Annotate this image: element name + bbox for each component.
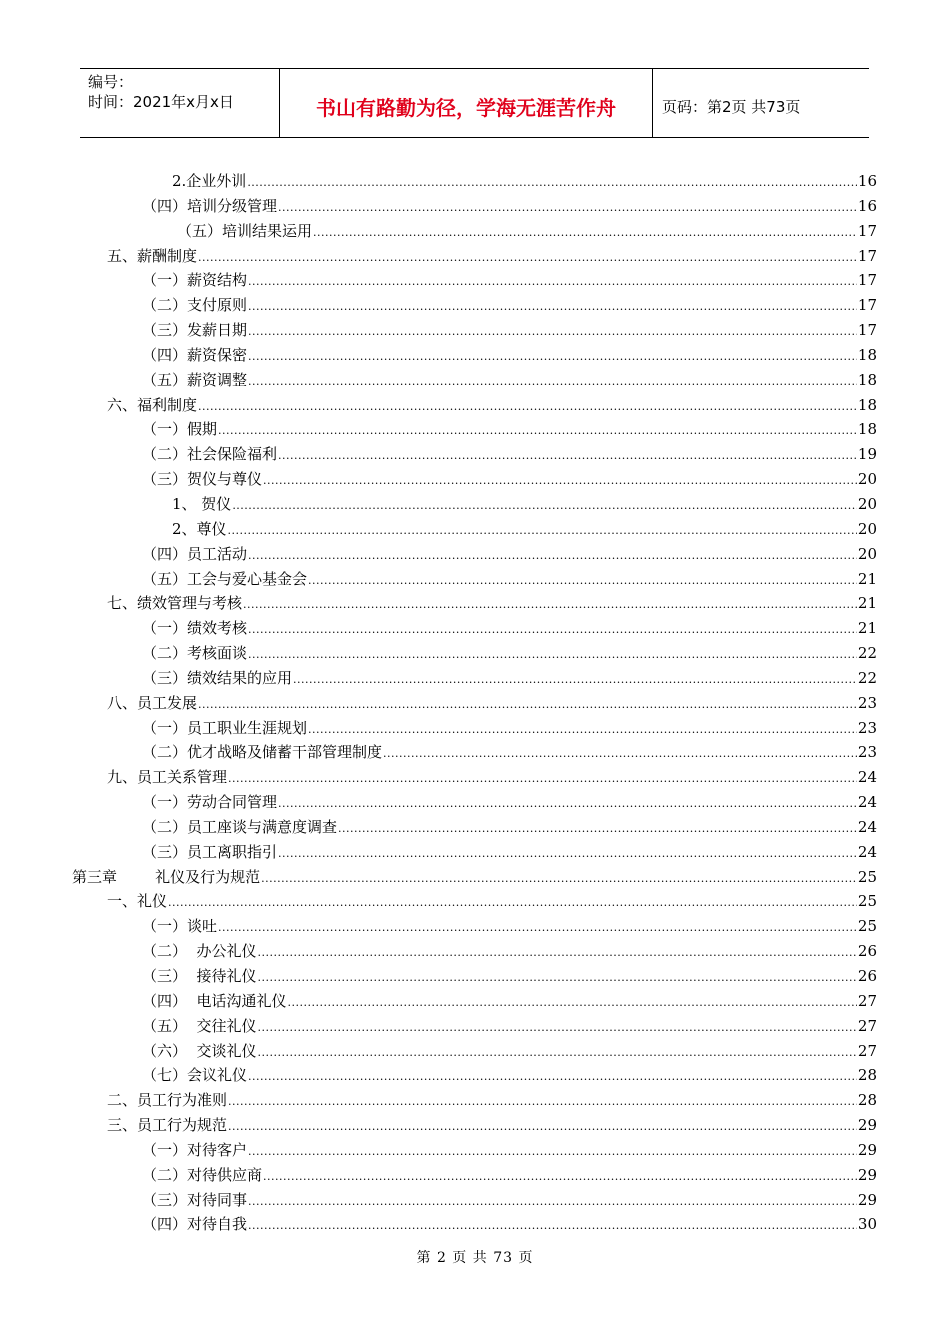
toc-entry[interactable] bbox=[72, 1064, 877, 1089]
page-header bbox=[80, 68, 869, 138]
toc-entry[interactable] bbox=[72, 1139, 877, 1164]
toc-dot-leader bbox=[168, 892, 857, 910]
toc-entry[interactable] bbox=[72, 642, 877, 667]
toc-entry[interactable] bbox=[72, 1089, 877, 1114]
toc-entry-page-number: 24 bbox=[857, 768, 877, 787]
toc-dot-leader bbox=[258, 967, 857, 985]
toc-entry[interactable] bbox=[72, 1213, 877, 1238]
toc-dot-leader bbox=[258, 1042, 857, 1060]
toc-entry-page-number: 21 bbox=[857, 594, 877, 613]
toc-entry-page-number: 24 bbox=[857, 842, 877, 861]
toc-entry[interactable] bbox=[72, 170, 877, 195]
toc-entry-label: 1、 贺仪 bbox=[172, 494, 232, 513]
toc-dot-leader bbox=[248, 271, 857, 289]
toc-entry-page-number: 20 bbox=[857, 519, 877, 538]
toc-entry[interactable] bbox=[72, 717, 877, 742]
toc-dot-leader bbox=[278, 445, 857, 463]
toc-entry-page-number: 20 bbox=[857, 470, 877, 489]
toc-entry[interactable] bbox=[72, 990, 877, 1015]
toc-entry-label: （三）贺仪与尊仪 bbox=[142, 470, 263, 489]
toc-dot-leader bbox=[232, 495, 857, 513]
toc-dot-leader bbox=[261, 868, 857, 886]
toc-entry-page-number: 21 bbox=[857, 619, 877, 638]
toc-dot-leader bbox=[258, 1017, 857, 1035]
toc-entry-page-number: 28 bbox=[857, 1091, 877, 1110]
toc-entry[interactable] bbox=[72, 468, 877, 493]
toc-dot-leader bbox=[218, 917, 857, 935]
toc-entry-page-number: 28 bbox=[857, 1066, 877, 1085]
toc-entry[interactable] bbox=[72, 1040, 877, 1065]
toc-entry[interactable] bbox=[72, 1114, 877, 1139]
toc-entry-label: （三） 接待礼仪 bbox=[142, 967, 257, 985]
toc-dot-leader bbox=[278, 843, 857, 861]
toc-entry-label: （三）员工离职指引 bbox=[142, 842, 278, 861]
toc-entry-page-number: 30 bbox=[857, 1215, 877, 1234]
toc-entry-page-number: 27 bbox=[857, 1016, 877, 1035]
toc-entry-page-number: 29 bbox=[857, 1165, 877, 1184]
toc-entry[interactable] bbox=[72, 592, 877, 617]
header-meta bbox=[80, 69, 280, 137]
toc-entry-page-number: 17 bbox=[857, 296, 877, 315]
toc-entry-label: 二、员工行为准则 bbox=[107, 1091, 228, 1110]
toc-entry-page-number: 29 bbox=[857, 1140, 877, 1159]
toc-dot-leader bbox=[293, 669, 857, 687]
toc-dot-leader bbox=[228, 1091, 857, 1109]
toc-entry[interactable] bbox=[72, 319, 877, 344]
toc-dot-leader bbox=[248, 1066, 857, 1084]
toc-entry-label: 第三章 礼仪及行为规范 bbox=[72, 867, 261, 886]
toc-entry-page-number: 24 bbox=[857, 817, 877, 836]
toc-entry-page-number: 20 bbox=[857, 544, 877, 563]
toc-entry[interactable] bbox=[72, 617, 877, 642]
toc-entry-page-number: 25 bbox=[857, 917, 877, 936]
toc-dot-leader bbox=[248, 644, 857, 662]
toc-entry-page-number: 17 bbox=[857, 221, 877, 240]
toc-entry-label: （一）员工职业生涯规划 bbox=[142, 718, 308, 737]
toc-entry-label: （五）薪资调整 bbox=[142, 370, 248, 389]
toc-entry-page-number: 27 bbox=[857, 991, 877, 1010]
toc-dot-leader bbox=[248, 371, 857, 389]
toc-entry-label: 九、员工关系管理 bbox=[107, 768, 228, 787]
toc-entry[interactable] bbox=[72, 1015, 877, 1040]
toc-dot-leader bbox=[248, 321, 857, 339]
toc-entry-page-number: 23 bbox=[857, 718, 877, 737]
toc-entry-page-number: 18 bbox=[857, 395, 877, 414]
toc-entry-page-number: 18 bbox=[857, 370, 877, 389]
toc-entry[interactable] bbox=[72, 965, 877, 990]
toc-dot-leader bbox=[308, 719, 857, 737]
toc-entry-label: （二）支付原则 bbox=[142, 296, 248, 315]
toc-entry[interactable] bbox=[72, 667, 877, 692]
toc-entry-page-number: 25 bbox=[857, 892, 877, 911]
toc-dot-leader bbox=[198, 247, 857, 265]
toc-entry-label: （七）会议礼仪 bbox=[142, 1066, 248, 1085]
toc-dot-leader bbox=[248, 545, 857, 563]
toc-dot-leader bbox=[248, 619, 857, 637]
toc-dot-leader bbox=[198, 396, 857, 414]
toc-dot-leader bbox=[338, 818, 857, 836]
toc-entry-label: （四）员工活动 bbox=[142, 544, 248, 563]
toc-entry[interactable] bbox=[72, 568, 877, 593]
time-line: 时间：2021年x月x日 bbox=[88, 93, 234, 111]
toc-dot-leader bbox=[248, 346, 857, 364]
toc-dot-leader bbox=[308, 570, 857, 588]
toc-entry[interactable] bbox=[72, 518, 877, 543]
toc-entry-page-number: 20 bbox=[857, 494, 877, 513]
code-label: 编号： bbox=[88, 73, 134, 91]
toc-entry[interactable] bbox=[72, 543, 877, 568]
toc-entry-label: 2、尊仪 bbox=[172, 519, 227, 538]
toc-entry[interactable] bbox=[72, 1189, 877, 1214]
toc-dot-leader bbox=[218, 420, 857, 438]
toc-entry[interactable] bbox=[72, 493, 877, 518]
toc-entry-label: （二）社会保险福利 bbox=[142, 445, 278, 464]
toc-entry[interactable] bbox=[72, 269, 877, 294]
toc-entry[interactable] bbox=[72, 220, 877, 245]
toc-entry-page-number: 29 bbox=[857, 1190, 877, 1209]
toc-entry-page-number: 18 bbox=[857, 420, 877, 439]
toc-entry-label: 五、薪酬制度 bbox=[107, 246, 198, 265]
toc-dot-leader bbox=[288, 992, 857, 1010]
toc-dot-leader bbox=[228, 520, 857, 538]
toc-dot-leader bbox=[383, 743, 857, 761]
toc-entry-label: （一）劳动合同管理 bbox=[142, 793, 278, 812]
toc-dot-leader bbox=[278, 793, 857, 811]
toc-entry[interactable] bbox=[72, 940, 877, 965]
toc-entry-page-number: 25 bbox=[857, 867, 877, 886]
toc-entry-label: 七、绩效管理与考核 bbox=[107, 594, 243, 613]
toc-entry-label: （四）对待自我 bbox=[142, 1215, 248, 1234]
toc-dot-leader bbox=[248, 296, 857, 314]
header-page-info: 页码：第2页 共73页 bbox=[662, 97, 801, 116]
header-motto: 书山有路勤为径，学海无涯苦作舟 bbox=[280, 69, 653, 137]
toc-dot-leader bbox=[247, 172, 857, 190]
toc-entry[interactable] bbox=[72, 866, 877, 891]
toc-entry-label: （三）发薪日期 bbox=[142, 321, 248, 340]
toc-entry-label: （五）培训结果运用 bbox=[177, 221, 313, 240]
toc-entry[interactable] bbox=[72, 344, 877, 369]
toc-dot-leader bbox=[248, 1191, 857, 1209]
toc-entry-page-number: 16 bbox=[857, 172, 877, 190]
toc-entry-label: 三、员工行为规范 bbox=[107, 1116, 228, 1135]
toc-dot-leader bbox=[248, 1141, 857, 1159]
toc-entry-label: （二）考核面谈 bbox=[142, 644, 248, 663]
toc-entry-label: 2.企业外训 bbox=[172, 172, 247, 190]
toc-entry[interactable] bbox=[72, 418, 877, 443]
toc-dot-leader bbox=[248, 1215, 857, 1233]
toc-dot-leader bbox=[243, 594, 857, 612]
toc-entry-page-number: 19 bbox=[857, 445, 877, 464]
toc-entry-page-number: 21 bbox=[857, 569, 877, 588]
toc-entry-label: 八、员工发展 bbox=[107, 693, 198, 712]
toc-entry-label: （四）培训分级管理 bbox=[142, 196, 278, 215]
page-footer: 第 2 页 共 73 页 bbox=[416, 1250, 534, 1266]
toc-entry-label: （三）对待同事 bbox=[142, 1190, 248, 1209]
toc-entry-label: 一、礼仪 bbox=[107, 892, 168, 911]
toc-entry-page-number: 17 bbox=[857, 321, 877, 340]
toc-entry-label: （四） 电话沟通礼仪 bbox=[142, 991, 287, 1010]
toc-entry-label: （六） 交谈礼仪 bbox=[142, 1041, 257, 1060]
toc-entry-label: 六、福利制度 bbox=[107, 395, 198, 414]
toc-entry-label: （二） 办公礼仪 bbox=[142, 942, 257, 961]
toc-dot-leader bbox=[198, 694, 857, 712]
toc-entry-label: （四）薪资保密 bbox=[142, 345, 248, 364]
toc-entry-page-number: 17 bbox=[857, 271, 877, 290]
toc-entry[interactable] bbox=[72, 443, 877, 468]
toc-entry[interactable] bbox=[72, 766, 877, 791]
toc-entry-label: （二）优才战略及储蓄干部管理制度 bbox=[142, 743, 383, 762]
toc-entry-page-number: 23 bbox=[857, 693, 877, 712]
toc-dot-leader bbox=[313, 222, 857, 240]
toc-dot-leader bbox=[228, 768, 857, 786]
toc-entry-label: （五） 交往礼仪 bbox=[142, 1016, 257, 1035]
toc-entry-page-number: 23 bbox=[857, 743, 877, 762]
toc-entry-label: （一）谈吐 bbox=[142, 917, 218, 936]
toc-entry-page-number: 24 bbox=[857, 793, 877, 812]
toc-dot-leader bbox=[278, 197, 857, 215]
toc-entry-page-number: 16 bbox=[857, 196, 877, 215]
toc-dot-leader bbox=[228, 1116, 857, 1134]
toc-entry[interactable] bbox=[72, 791, 877, 816]
toc-entry[interactable] bbox=[72, 692, 877, 717]
toc-entry-page-number: 26 bbox=[857, 942, 877, 961]
toc-entry[interactable] bbox=[72, 294, 877, 319]
toc-entry-label: （一）假期 bbox=[142, 420, 218, 439]
toc-entry[interactable] bbox=[72, 890, 877, 915]
toc-entry-page-number: 18 bbox=[857, 345, 877, 364]
toc-entry-page-number: 22 bbox=[857, 668, 877, 687]
toc-entry-page-number: 22 bbox=[857, 644, 877, 663]
toc-entry[interactable] bbox=[72, 741, 877, 766]
toc-entry[interactable] bbox=[72, 394, 877, 419]
toc-entry[interactable] bbox=[72, 1164, 877, 1189]
toc-entry[interactable] bbox=[72, 841, 877, 866]
table-of-contents bbox=[72, 170, 877, 1238]
toc-entry-page-number: 27 bbox=[857, 1041, 877, 1060]
toc-entry-label: （一）对待客户 bbox=[142, 1140, 248, 1159]
toc-entry-label: （一）薪资结构 bbox=[142, 271, 248, 290]
toc-entry-label: （一）绩效考核 bbox=[142, 619, 248, 638]
toc-entry[interactable] bbox=[72, 915, 877, 940]
toc-dot-leader bbox=[263, 1166, 857, 1184]
toc-entry[interactable] bbox=[72, 245, 877, 270]
toc-entry[interactable] bbox=[72, 369, 877, 394]
toc-entry-label: （二）对待供应商 bbox=[142, 1165, 263, 1184]
toc-entry-label: （三）绩效结果的应用 bbox=[142, 668, 293, 687]
toc-entry-page-number: 17 bbox=[857, 246, 877, 265]
toc-dot-leader bbox=[258, 942, 857, 960]
toc-entry-label: （五）工会与爱心基金会 bbox=[142, 569, 308, 588]
toc-dot-leader bbox=[263, 470, 857, 488]
toc-entry-page-number: 26 bbox=[857, 967, 877, 985]
toc-entry-page-number: 29 bbox=[857, 1116, 877, 1135]
toc-entry[interactable] bbox=[72, 195, 877, 220]
toc-entry[interactable] bbox=[72, 816, 877, 841]
toc-entry-label: （二）员工座谈与满意度调查 bbox=[142, 817, 338, 836]
